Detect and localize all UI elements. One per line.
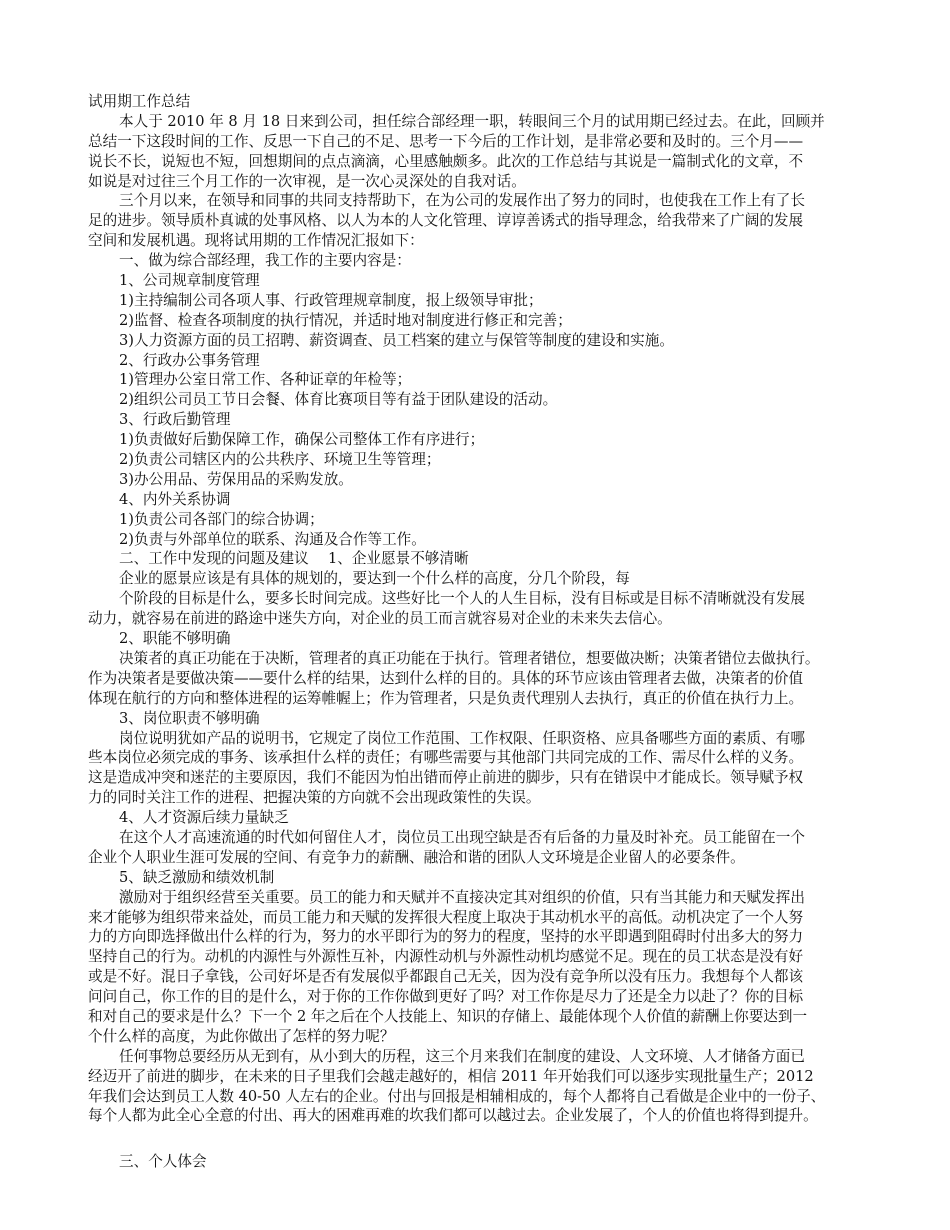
paragraph-line: 二、工作中发现的问题及建议 1、企业愿景不够清晰 bbox=[119, 550, 469, 568]
paragraph-line: 一、做为综合部经理，我工作的主要内容是： bbox=[119, 252, 411, 270]
paragraph-line: 坚持自己的行为。动机的内源性与外源性互补，内源性动机与外源性动机均感觉不足。现在的员工状态是没有好 bbox=[88, 948, 804, 966]
paragraph-line: 经迈开了前进的脚步，在未来的日子里我们会越走越好的，相信 2011 年开始我们可以逐步实现批量生产；2012 bbox=[88, 1067, 814, 1085]
paragraph-line: 年我们会达到员工人数 40-50 人左右的企业。付出与回报是相辅相成的，每个人都将自己看做是企业中的一份子、 bbox=[88, 1087, 826, 1105]
paragraph-line: 3、行政后勤管理 bbox=[119, 411, 231, 429]
paragraph-line: 3、岗位职责不够明确 bbox=[119, 709, 260, 727]
paragraph-line: 1)负责做好后勤保障工作，确保公司整体工作有序进行； bbox=[119, 431, 485, 449]
paragraph-line: 空间和发展机遇。现将试用期的工作情况汇报如下： bbox=[88, 232, 424, 250]
paragraph-line: 2)负责与外部单位的联系、沟通及合作等工作。 bbox=[119, 530, 426, 548]
paragraph-line: 和对自己的要求是什么？下一个 2 年之后在个人技能上、知识的存储上、最能体现个人价值的薪酬上你要达到一 bbox=[88, 1007, 808, 1025]
document-body bbox=[88, 112, 870, 1126]
paragraph-line: 2)组织公司员工节日会餐、体育比赛项目等有益于团队建设的活动。 bbox=[119, 391, 558, 409]
paragraph-line: 这是造成冲突和迷茫的主要原因，我们不能因为怕出错而停止前进的脚步，只有在错误中才能成长。领导赋予权 bbox=[88, 769, 804, 787]
paragraph-line: 1、公司规章制度管理 bbox=[119, 272, 260, 290]
paragraph-line: 1)管理办公室日常工作、各种证章的年检等； bbox=[119, 371, 412, 389]
paragraph-line: 3)人力资源方面的员工招聘、薪资调查、员工档案的建立与保管等制度的建设和实施。 bbox=[119, 331, 674, 349]
paragraph-line: 3)办公用品、劳保用品的采购发放。 bbox=[119, 470, 353, 488]
paragraph-line: 每个人都为此全心全意的付出、再大的困难再难的坎我们都可以越过去。企业发展了，个人的价值也将得到提升。 bbox=[88, 1107, 818, 1125]
paragraph-line: 1)负责公司各部门的综合协调； bbox=[119, 510, 324, 528]
paragraph-line: 或是不好。混日子拿钱，公司好坏是否有发展似乎都跟自己无关，因为没有竞争所以没有压力。我想每个人都该 bbox=[88, 968, 804, 986]
paragraph-line: 激励对于组织经营至关重要。员工的能力和天赋并不直接决定其对组织的价值，只有当其能力和天赋发挥出 bbox=[119, 888, 805, 906]
paragraph-line: 如说是对过往三个月工作的一次审视，是一次心灵深处的自我对话。 bbox=[88, 172, 526, 190]
document-title: 试用期工作总结 bbox=[88, 93, 191, 110]
paragraph-line: 动力，就容易在前进的路途中迷失方向，对企业的员工而言就容易对企业的未来失去信心。 bbox=[88, 610, 672, 628]
paragraph-line: 来才能够为组织带来益处，而员工能力和天赋的发挥很大程度上取决于其动机水平的高低。动机决定了一个人努 bbox=[88, 908, 804, 926]
paragraph-line: 个阶段的目标是什么，要多长时间完成。这些好比一个人的人生目标，没有目标或是目标不清晰就没有发展 bbox=[119, 590, 805, 608]
paragraph-line: 决策者的真正功能在于决断，管理者的真正功能在于执行。管理者错位，想要做决断；决策者错位去做执行。 bbox=[119, 649, 820, 667]
paragraph-line: 作为决策者是要做决策——要什么样的结果，达到什么样的目的。具体的环节应该由管理者去做，决策者的价值 bbox=[88, 669, 804, 687]
paragraph-line: 企业个人职业生涯可发展的空间、有竞争力的薪酬、融洽和谐的团队人文环境是企业留人的必要条件。 bbox=[88, 848, 745, 866]
paragraph-line: 说长不长，说短也不短，回想期间的点点滴滴，心里感触颇多。此次的工作总结与其说是一篇制式化的文章，不 bbox=[88, 152, 804, 170]
paragraph-line: 些本岗位必须完成的事务、该承担什么样的责任；有哪些需要与其他部门共同完成的工作、需尽什么样的义务。 bbox=[88, 749, 804, 767]
paragraph-line: 4、内外关系协调 bbox=[119, 490, 231, 508]
paragraph-line: 总结一下这段时间的工作、反思一下自己的不足、思考一下今后的工作计划，是非常必要和及时的。三个月—— bbox=[88, 132, 804, 150]
paragraph-line: 4、人才资源后续力量缺乏 bbox=[119, 809, 289, 827]
paragraph-line: 企业的愿景应该是有具体的规划的，要达到一个什么样的高度，分几个阶段，每 bbox=[119, 570, 630, 588]
paragraph-line: 问问自己，你工作的目的是什么，对于你的工作你做到更好了吗？对工作你是尽力了还是全力以赴了？你的目标 bbox=[88, 988, 804, 1006]
paragraph-line: 岗位说明犹如产品的说明书，它规定了岗位工作范围、工作权限、任职资格、应具备哪些方面的素质、有哪 bbox=[119, 729, 805, 747]
document-page bbox=[88, 92, 870, 1172]
paragraph-line: 1)主持编制公司各项人事、行政管理规章制度，报上级领导审批； bbox=[119, 291, 543, 309]
paragraph-line: 2)监督、检查各项制度的执行情况，并适时地对制度进行修正和完善； bbox=[119, 311, 572, 329]
paragraph-line: 2)负责公司辖区内的公共秩序、环境卫生等管理； bbox=[119, 451, 441, 469]
paragraph-line: 本人于 2010 年 8 月 18 日来到公司，担任综合部经理一职，转眼间三个月的试用期已经过去。在此，回顾并 bbox=[119, 112, 825, 130]
paragraph-line: 在这个人才高速流通的时代如何留住人才，岗位员工出现空缺是否有后备的力量及时补充。员工能留在一个 bbox=[119, 828, 805, 846]
paragraph-line: 力的方向即选择做出什么样的行为，努力的水平即行为的努力的程度，坚持的水平即遇到阻碍时付出多大的努力 bbox=[88, 928, 804, 946]
paragraph-line: 2、职能不够明确 bbox=[119, 630, 231, 648]
section-gap bbox=[88, 1126, 870, 1152]
paragraph-line: 体现在航行的方向和整体进程的运筹帷幄上；作为管理者，只是负责代理别人去执行，真正的价值在执行力上。 bbox=[88, 689, 804, 707]
paragraph-line: 足的进步。领导质朴真诚的处事风格、以人为本的人文化管理、谆谆善诱式的指导理念，给我带来了广阔的发展 bbox=[88, 212, 804, 230]
section-heading-personal-experience: 三、个人体会 bbox=[119, 1153, 207, 1171]
paragraph-line: 5、缺乏激励和绩效机制 bbox=[119, 868, 275, 886]
paragraph-line: 三个月以来，在领导和同事的共同支持帮助下，在为公司的发展作出了努力的同时，也使我在工作上有了长 bbox=[119, 192, 805, 210]
paragraph-line: 2、行政办公事务管理 bbox=[119, 351, 260, 369]
paragraph-line: 个什么样的高度，为此你做出了怎样的努力呢？ bbox=[88, 1027, 395, 1045]
paragraph-line: 力的同时关注工作的进程、把握决策的方向就不会出现政策性的失误。 bbox=[88, 789, 541, 807]
paragraph-line: 任何事物总要经历从无到有，从小到大的历程，这三个月来我们在制度的建设、人文环境、人才储备方面已 bbox=[119, 1047, 805, 1065]
